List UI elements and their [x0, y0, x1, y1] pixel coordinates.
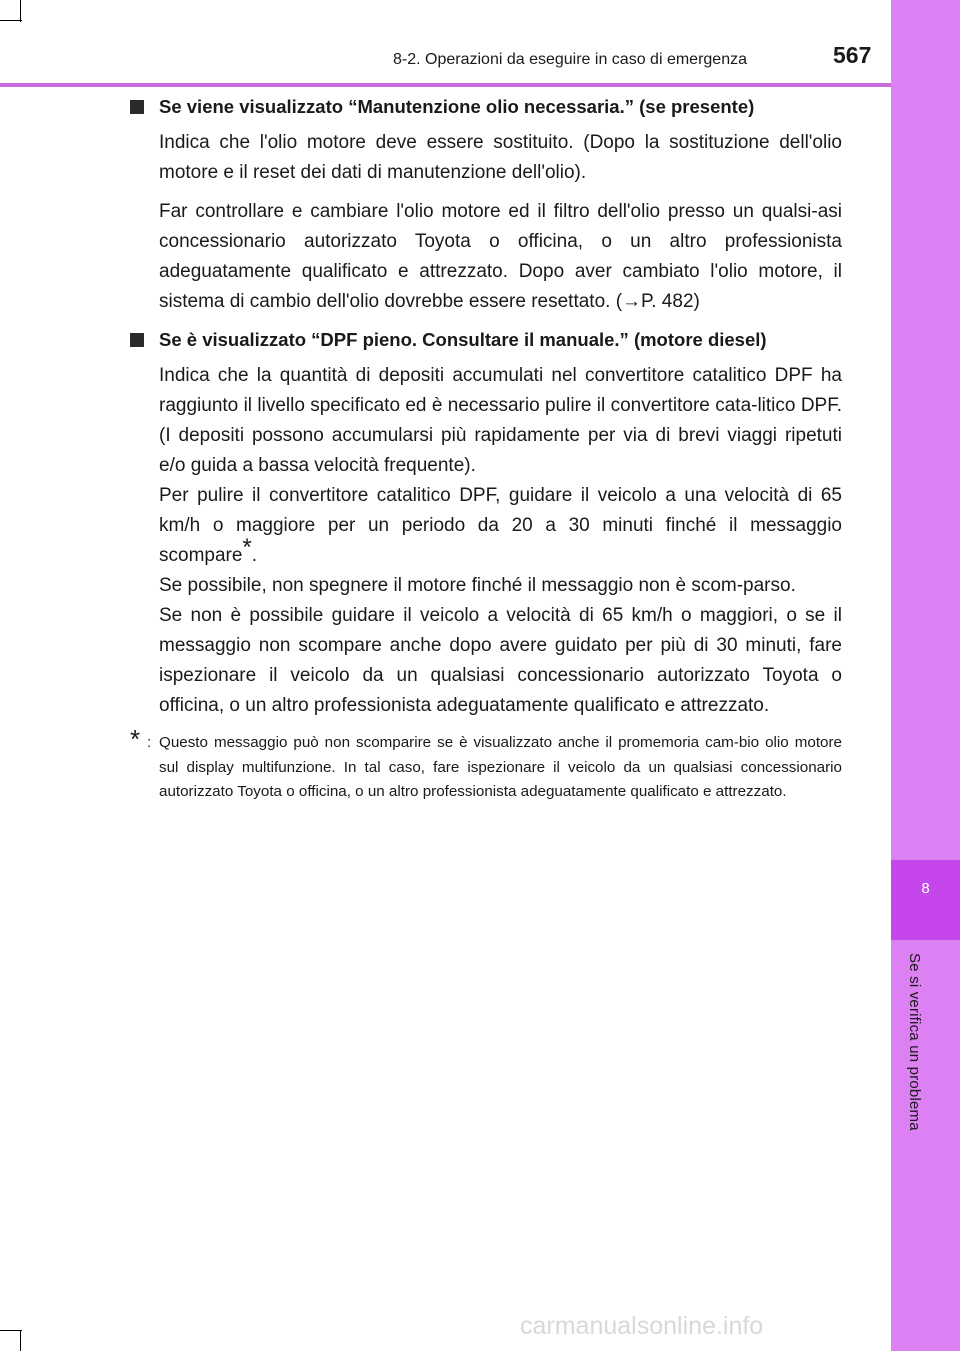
- footnote-text: Questo messaggio può non scomparire se è visualizzato anche il promemoria cam-bio olio motore sul display multifunzione. In tal caso, fare ispezionare il veicolo da un qualsiasi concessionario autorizzato Toyota o officina, o un altro professionista adeguatamente qualificato e attrezzato.: [159, 734, 842, 800]
- square-bullet-icon: [130, 333, 144, 347]
- section-heading: [130, 93, 842, 121]
- section-heading-text: Se viene visualizzato “Manutenzione olio necessaria.” (se presente): [159, 96, 755, 117]
- chapter-number: 8: [921, 880, 930, 897]
- crop-mark: [20, 1330, 21, 1351]
- section-title: 8-2. Operazioni da eseguire in caso di emergenza: [393, 51, 747, 68]
- chapter-sidebar: [891, 0, 960, 1351]
- header-rule: [0, 83, 891, 87]
- paragraph: Far controllare e cambiare l'olio motore ed il filtro dell'olio presso un qualsi-asi concessionario autorizzato Toyota o officina, o un altro professionista adeguatamente qualificato e attrezzato. Dopo aver cambiato l'olio motore, il sistema di cambio dell'olio dovrebbe essere resettato. (→P. 482): [159, 201, 842, 312]
- crop-mark: [20, 0, 21, 22]
- crop-mark: [0, 1330, 22, 1331]
- paragraph: Indica che la quantità di depositi accumulati nel convertitore catalitico DPF ha raggiunto il livello specificato ed è necessario pulire il convertitore cata-litico DPF. (I depositi possono accumularsi più rapidamente per via di brevi viaggi ripetuti e/o guida a bassa velocità frequente).: [159, 365, 842, 476]
- paragraph: Se non è possibile guidare il veicolo a velocità di 65 km/h o maggiori, o se il messaggio non scompare anche dopo avere guidato per più di 30 minuti, fare ispezionare il veicolo da un qualsiasi concessionario autorizzato Toyota o officina, o un altro professionista adeguatamente qualificato e attrezzato.: [159, 605, 842, 716]
- chapter-tab: [891, 860, 960, 940]
- crop-mark: [0, 20, 22, 21]
- watermark: carmanualsonline.info: [520, 1312, 764, 1340]
- footnote-reference: *: [242, 534, 252, 561]
- square-bullet-icon: [130, 100, 144, 114]
- chapter-title: Se si verifica un problema: [906, 953, 923, 1131]
- paragraph: Per pulire il convertitore catalitico DPF, guidare il veicolo a una velocità di 65 km/h o maggiore per un periodo da 20 a 30 minuti finché il messaggio scompare*.: [159, 485, 842, 566]
- footnote: [130, 724, 842, 805]
- section-heading-text: Se è visualizzato “DPF pieno. Consultare il manuale.” (motore diesel): [159, 329, 767, 350]
- footnote-colon: :: [147, 734, 152, 751]
- section-heading: [130, 326, 842, 354]
- paragraph-text: Per pulire il convertitore catalitico DPF, guidare il veicolo a una velocità di 65 km/h o maggiore per un periodo da 20 a 30 minuti finché il messaggio scompare: [159, 485, 842, 566]
- paragraph: Indica che l'olio motore deve essere sostituito. (Dopo la sostituzione dell'olio motore e il reset dei dati di manutenzione dell'olio).: [159, 132, 842, 183]
- page-number: 567: [833, 42, 872, 68]
- footnote-asterisk: *: [130, 724, 141, 754]
- page-content: [130, 93, 842, 805]
- paragraph: Se possibile, non spegnere il motore finché il messaggio non è scom-parso.: [159, 575, 796, 596]
